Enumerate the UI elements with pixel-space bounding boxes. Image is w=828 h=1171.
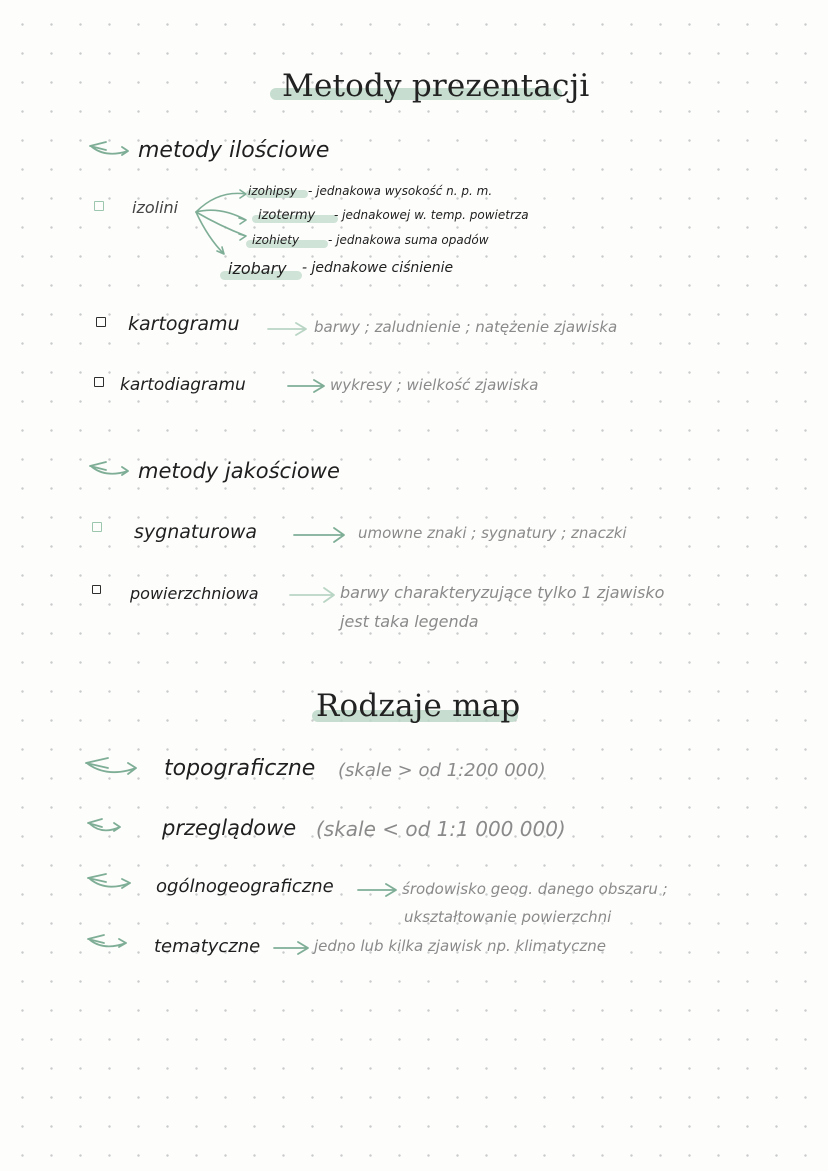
checkbox-izolinie	[94, 201, 104, 211]
sygnaturowa-label: sygnaturowa	[134, 521, 257, 543]
kartodiagramy-label: kartodiagramu	[120, 375, 246, 395]
checkbox-sygnaturowa	[92, 522, 102, 532]
kartogramy-desc: barwy ; zaludnienie ; natężenie zjawiska	[314, 318, 618, 336]
topograficzne-label: topograficzne	[164, 756, 316, 781]
izolinie-label: izolini	[132, 198, 179, 217]
arrow-right-icon	[266, 321, 310, 337]
branch-arrows-icon	[190, 188, 250, 258]
powierzchniowa-desc-line2: jest taka legenda	[340, 612, 479, 631]
ogolnogeograficzne-label: ogólnogeograficzne	[156, 876, 334, 897]
izotermy-term: izotermy	[258, 208, 316, 223]
izohiety-desc: - jednakowa suma opadów	[328, 233, 489, 247]
curved-arrow-icon	[84, 815, 128, 837]
izobary-term: izobary	[228, 259, 287, 278]
ogolnogeograficzne-desc-line2: ukształtowanie powierzchni	[404, 908, 612, 926]
curved-arrow-icon	[86, 138, 136, 162]
checkbox-powierzchniowa	[92, 585, 101, 594]
curved-arrow-icon	[86, 458, 136, 482]
topograficzne-desc: (skale > od 1:200 000)	[338, 760, 546, 781]
heading-qualitative: metody jakościowe	[138, 459, 340, 483]
tematyczne-desc: jedno lub kilka zjawisk np. klimatyczne	[314, 937, 606, 955]
kartogramy-label: kartogramu	[128, 313, 240, 335]
arrow-right-icon	[288, 586, 338, 604]
kartodiagramy-desc: wykresy ; wielkość zjawiska	[330, 376, 539, 394]
powierzchniowa-label: powierzchniowa	[130, 584, 259, 603]
arrow-right-icon	[292, 526, 350, 544]
section-title-metody: Metody prezentacji	[282, 68, 590, 104]
arrow-right-icon	[286, 378, 328, 394]
curved-arrow-icon	[84, 870, 136, 894]
izohiety-term: izohiety	[252, 233, 300, 247]
izobary-desc: - jednakowe ciśnienie	[302, 260, 454, 276]
checkbox-kartodiagramy	[94, 377, 104, 387]
ogolnogeograficzne-desc-line1: środowisko geog. danego obszaru ;	[402, 880, 668, 898]
izotermy-desc: - jednakowej w. temp. powietrza	[334, 208, 529, 222]
przegladowe-label: przeglądowe	[162, 816, 297, 840]
checkbox-kartogramy	[96, 317, 106, 327]
arrow-right-icon	[272, 940, 312, 956]
powierzchniowa-desc-line1: barwy charakteryzujące tylko 1 zjawisko	[340, 583, 665, 602]
izohipsy-desc: - jednakowa wysokość n. p. m.	[308, 184, 493, 198]
arrow-right-icon	[356, 882, 400, 898]
przegladowe-desc: (skale < od 1:1 000 000)	[316, 817, 566, 841]
izohipsy-term: izohipsy	[248, 184, 297, 198]
tematyczne-label: tematyczne	[154, 936, 261, 957]
curved-arrow-icon	[84, 931, 134, 953]
sygnaturowa-desc: umowne znaki ; sygnatury ; znaczki	[358, 524, 627, 542]
section-title-rodzaje: Rodzaje map	[316, 688, 521, 724]
heading-quantitative: metody ilościowe	[138, 138, 330, 163]
curved-arrow-icon	[82, 754, 142, 780]
